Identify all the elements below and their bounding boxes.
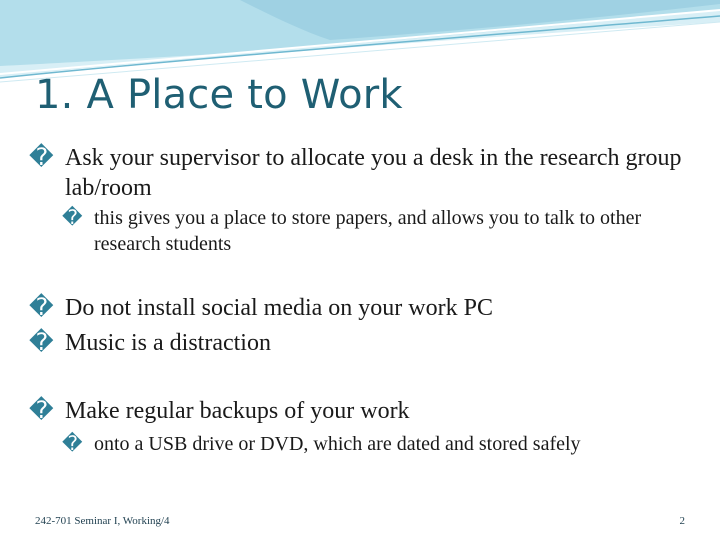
bullet-text: Ask your supervisor to allocate you a desk in the research group lab/room <box>65 145 682 201</box>
footer-course-label: 242-701 Seminar I, Working/4 <box>35 515 170 527</box>
bullet-marker-icon: � <box>29 330 54 356</box>
sub-bullet-item <box>62 205 704 257</box>
sub-bullet-text: this gives you a place to store papers, and allows you to talk to other research students <box>94 207 642 255</box>
bullet-marker-icon: � <box>62 207 83 229</box>
bullet-text: Music is a distraction <box>65 330 271 356</box>
bullet-marker-icon: � <box>29 398 54 424</box>
page-number: 2 <box>679 515 685 527</box>
sub-bullet-text: onto a USB drive or DVD, which are dated and stored safely <box>94 433 581 455</box>
bullet-marker-icon: � <box>29 295 54 321</box>
bullet-text: Do not install social media on your work PC <box>65 295 493 321</box>
slide-title: 1. A Place to Work <box>35 72 403 118</box>
bullet-item <box>29 328 705 358</box>
bullet-item <box>29 293 705 323</box>
bullet-marker-icon: � <box>29 145 54 171</box>
bullet-item <box>29 143 705 203</box>
bullet-text: Make regular backups of your work <box>65 398 410 424</box>
bullet-marker-icon: � <box>62 433 83 455</box>
bullet-item <box>29 396 705 426</box>
sub-bullet-item <box>62 431 704 457</box>
